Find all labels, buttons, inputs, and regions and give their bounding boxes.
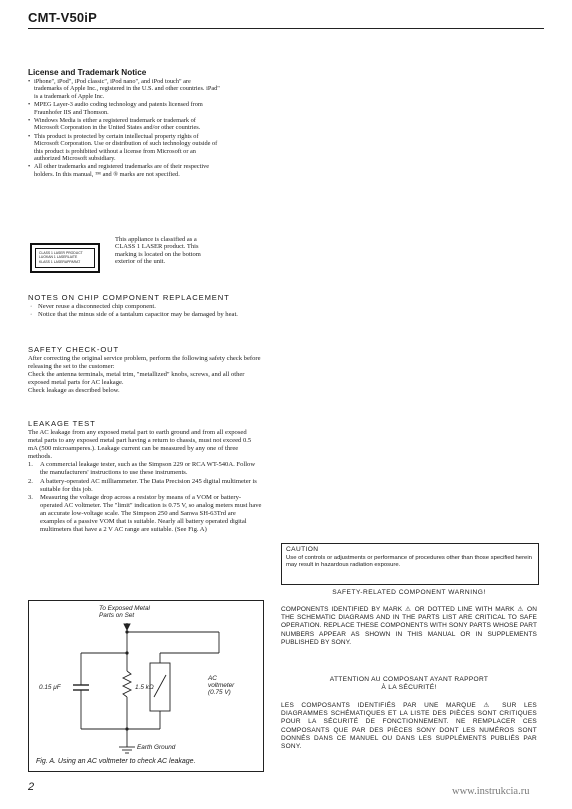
item-text: A commercial leakage tester, such as the Simpson 229 or RCA WT-540A. Follow the manufacturers' instructions to use these instruments. xyxy=(40,461,256,477)
arrow-down-icon xyxy=(124,624,130,630)
leakage-title: LEAKAGE TEST xyxy=(28,419,96,428)
item-number: 2. xyxy=(28,477,33,485)
safety-paragraph: After correcting the original service problem, perform the following safety check before releasing the set to the customer: xyxy=(28,355,261,371)
watermark: www.instrukcia.ru xyxy=(452,786,530,797)
leakage-method-item xyxy=(28,478,262,494)
resistor-zigzag xyxy=(123,671,131,697)
header-rule xyxy=(28,28,544,29)
caution-text: Use of controls or adjustments or performance of procedures other than those specified herein may result in hazardous radiation exposure. xyxy=(286,555,532,569)
leakage-section xyxy=(28,419,262,534)
warning-title: SAFETY-RELATED COMPONENT WARNING! xyxy=(332,589,486,596)
model-title: CMT-V50iP xyxy=(28,10,97,25)
leakage-method-list xyxy=(28,461,262,534)
warning-title-fr: ATTENTION AU COMPOSANT AYANT RAPPORT À LA SÉCURITÉ! xyxy=(329,676,489,692)
chip-notes-list xyxy=(28,303,262,319)
safety-paragraph: Check the antenna terminals, metal trim, "metallized" knobs, screws, and all other exposed metal parts for AC leakage. xyxy=(28,371,245,387)
laser-classification-text: This appliance is classified as a CLASS 1 LASER product. This marking is located on the bottom exterior of the unit. xyxy=(115,236,201,266)
license-item: • This product is protected by certain intellectual property rights of Microsoft Corporation. Use or distribution of such technology outside of this product is prohibited without a license from Microsoft or an authorized Microsoft subsidiary. xyxy=(28,133,220,163)
item-text: Measuring the voltage drop across a resistor by means of a VOM or battery-operated AC voltmeter. The "limit" indication is 0.75 V, so analog meters must have an accurate low-voltage scale. The Simpson 250 and Sanwa SH-63Trd are examples of a passive VOM that is suitable. Nearly all battery operated digital multimeters that have a 2 V AC range are suitable. (See Fig. A) xyxy=(40,493,262,534)
item-number: 3. xyxy=(28,493,33,501)
warning-text-fr: LES COMPOSANTS IDENTIFIÉS PAR UNE MARQUE ⚠ SUR LES DIAGRAMMES SCHÉMATIQUES ET LA LISTE DES PIÈCES SONT CRITIQUES POUR LA SÉCURITÉ DE FONCTIONNEMENT. NE REMPLACER CES COMPOSANTS QUE PAR DES PIÈCES SONY DONT LES NUMÉROS SONT DONNÉS DANS CE MANUEL OU DANS LES SUPPLÉMENTS PUBLIÉS PAR SONY. xyxy=(281,702,537,751)
caution-box xyxy=(281,543,539,585)
probe-label: To Exposed Metal Parts on Set xyxy=(99,605,150,619)
license-item: • MPEG Layer-3 audio coding technology and patents licensed from Fraunhofer IIS and Thomson. xyxy=(28,101,220,116)
capacitor-label: 0.15 μF xyxy=(39,684,61,691)
leakage-method-item xyxy=(28,494,262,534)
laser-label-line: CLASS 1 LASER PRODUCT xyxy=(39,251,83,255)
caution-title: CAUTION xyxy=(286,546,319,553)
chip-notes-title: NOTES ON CHIP COMPONENT REPLACEMENT xyxy=(28,293,230,302)
safety-paragraph: Check leakage as described below. xyxy=(28,387,120,395)
laser-label-line: KLASS 1 LASERAPPARAT xyxy=(39,259,81,264)
license-item: • Windows Media is either a registered trademark or trademark of Microsoft Corporation in the United States and/or other countries. xyxy=(28,117,220,132)
leakage-intro: The AC leakage from any exposed metal part to earth ground and from all exposed metal parts to any exposed metal part having a return to chassis, must not exceed 0.5 mA (500 microamperes.). Leakage current can be measured by any one of three methods. xyxy=(28,429,252,461)
leakage-method-item xyxy=(28,461,262,477)
resistor-label: 1.5 kΩ xyxy=(135,684,154,691)
license-item: • iPhone", iPod", iPod classic", iPod nano", and iPod touch" are trademarks of Apple Inc., registered in the U.S. and other countries. iPad" is a trademark of Apple Inc. xyxy=(28,78,220,100)
chip-note-item: · Never reuse a disconnected chip component. xyxy=(28,303,262,311)
laser-product-label xyxy=(30,243,100,273)
license-list xyxy=(28,78,220,179)
safety-title: SAFETY CHECK-OUT xyxy=(28,345,120,354)
meter-needle xyxy=(154,675,166,697)
laser-label-line: LUOKAN 1 LASERLAITE xyxy=(39,255,78,260)
item-number: 1. xyxy=(28,461,33,469)
warning-text-en: COMPONENTS IDENTIFIED BY MARK ⚠ OR DOTTED LINE WITH MARK ⚠ ON THE SCHEMATIC DIAGRAMS AND IN THE PARTS LIST ARE CRITICAL TO SAFE OPERATION. REPLACE THESE COMPONENTS WITH SONY PARTS WHOSE PART NUMBERS APPEAR AS SHOWN IN THIS MANUAL OR IN SUPPLEMENTS PUBLISHED BY SONY. xyxy=(281,606,538,646)
license-title: License and Trademark Notice xyxy=(28,68,147,77)
page-number: 2 xyxy=(28,781,35,793)
figure-a xyxy=(28,600,264,772)
voltmeter-label: AC voltmeter (0.75 V) xyxy=(208,675,235,696)
chip-note-item: · Notice that the minus side of a tantalum capacitor may be damaged by heat. xyxy=(28,311,262,319)
figure-caption: Fig. A. Using an AC voltmeter to check AC leakage. xyxy=(36,758,196,765)
chip-notes-section xyxy=(28,293,262,319)
item-text: A battery-operated AC milliammeter. The Data Precision 245 digital multimeter is suitable for this job. xyxy=(40,477,257,493)
safety-section xyxy=(28,345,262,395)
ground-label: Earth Ground xyxy=(137,744,176,751)
license-item: • All other trademarks and registered trademarks are of their respective holders. In this manual, ™ and ® marks are not specified. xyxy=(28,163,220,178)
